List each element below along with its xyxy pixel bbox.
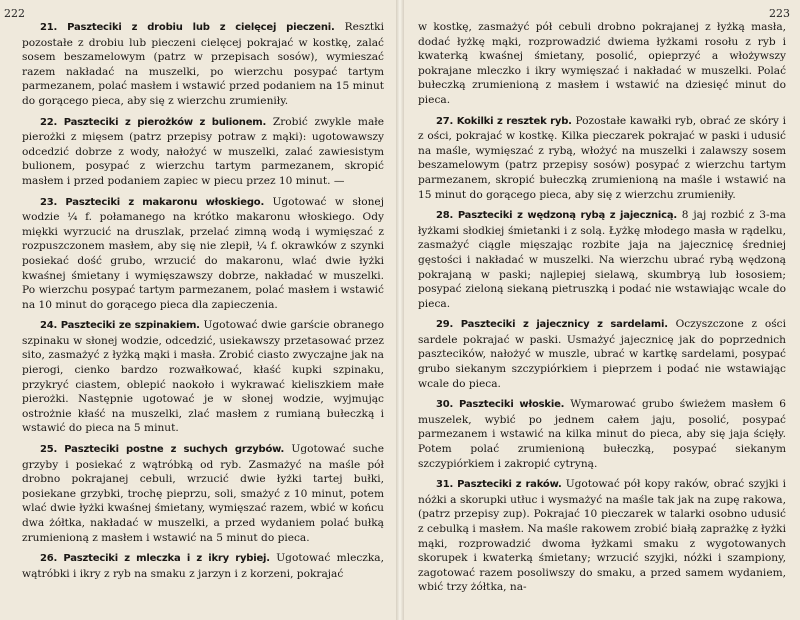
recipe-27: [418, 114, 786, 203]
recipe-29: [418, 317, 786, 391]
recipe-body: Ugotować pół kopy raków, obrać szyjki i nóżki a skorupki utłuc i wysmażyć na maśle tak jak na zupę rakowa, (patrz przepisy zup). Pokrajać 10 pieczarek w talarki osobno udusić z cebulką i masłem. Na maśle rakowem zrobić białą zaprażkę z łyżki mąki, rozprowadzić dwoma łyżkami smaku z wygotowanych skorupek i kwaterką śmietany; wrzucić szyjki, nóżki i szampiony, zagotować razem posoliwszy do smaku, a przed samem wydaniem, wbić trzy żółtka, na-: [418, 478, 786, 594]
recipe-body: Ugotować suche grzyby i posiekać z wątróbką od ryb. Zasmażyć na maśle pół drobno pokrajanej cebuli, wrzucić dwie łyżki tartej bułki, posiekane grzybki, trochę pieprzu, soli, smażyć z 10 minut, potem wlać dwie łyżki kwaśnej śmietany, wymięszać razem, wbić w końcu dwa żółtka, nakładać w muszelki, a przed wydaniem polać bułką zrumienioną z masłem i wstawić na 5 minut do pieca.: [22, 443, 384, 544]
recipe-body: Resztki pozostałe z drobiu lub pieczeni cielęcej pokrajać w kostkę, zalać sosem beszamelowym (patrz w przepisach sosów), wymieszać razem nakładać na muszelki, po wierzchu posypać tartym parmezanem, polać masłem i wstawić przed podaniem na 15 minut do gorącego pieca, aby się z wierzchu zrumieniły.: [22, 21, 384, 107]
recipe-23: [22, 195, 384, 313]
recipe-26-continuation: w kostkę, zasmażyć pół cebuli drobno pokrajanej z łyżką masła, dodać łyżkę mąki, rozprowadzić dwiema łyżkami rosołu z ryb i kwaterką kwaśnej śmietany, posolić, opieprzyć a włożywszy pokrajane mleczko i ikry wymięszać i nakładać w muszelki. Polać bułeczką zrumienioną z masłem i wstawić na dziesięć minut do pieca.: [418, 21, 786, 106]
right-page: [404, 0, 800, 620]
recipe-21: [22, 20, 384, 109]
recipe-body: Ugotować w słonej wodzie ¼ f. połamanego na krótko makaronu włoskiego. Ody miękki wyrzucić na druszlak, przelać zimną wodą i wymięszać z rozpuszczonem masłem, aby się nie zlepił, ¼ f. okrawków z szynki posiekać dość grubo, wrzucić do makaronu, wlać dwie łyżki kwaśnej śmietany i wymięszawszy dobrze, nakładać w muszelki. Po wierzchu posypać tartym parmezanem, polać masłem i wstawić na 10 minut do gorącego pieca dla zapieczenia.: [22, 195, 384, 311]
recipe-body: Oczyszczone z ości sardele pokrajać w paski. Usmażyć jajecznicę jak do poprzednich pasztecików, nałożyć w muszle, ubrać w kartkę sardelami, posypać grubo siekanym szczypiórkiem i pieprzem i podać nie wstawiając wcale do pieca.: [418, 318, 786, 390]
recipe-body: Pozostałe kawałki ryb, obrać ze skóry i z ości, pokrajać w kostkę. Kilka pieczarek pokrajać w paski i udusić na maśle, wymięszać z rybą, włożyć na muszelki i zalawszy sosem beszamelowym (patrz przepisy sosów) posypać z wierzchu tartym parmezanem, skropić bułeczką zrumienioną na maśle i wstawić na 15 minut do gorącego pieca, aby się z wierzchu zrumieniły.: [418, 114, 786, 201]
recipe-body: Ugotować mleczka, wątróbki i ikry z ryb na smaku z jarzyn i z korzeni, pokrajać: [22, 552, 384, 580]
page-number-left: 222: [4, 7, 25, 20]
recipe-31: [418, 477, 786, 595]
recipe-heading: 30. Paszteciki włoskie.: [436, 399, 565, 411]
recipe-heading: 29. Paszteciki z jajecznicy z sardelami.: [436, 319, 668, 331]
recipe-heading: 24. Paszteciki ze szpinakiem.: [40, 320, 200, 332]
book-gutter: [396, 0, 404, 620]
page-number-right: 223: [769, 7, 790, 20]
recipe-heading: 25. Paszteciki postne z suchych grzybów.: [40, 444, 285, 456]
recipe-28: [418, 208, 786, 311]
recipe-body: 8 jaj rozbić z 3-ma łyżkami słodkiej śmietanki i z solą. Łyżkę młodego masła w rądelku, zasmażyć ciągle mięszając rozbite jaja na jajecznicę średniej gęstości i nakładać w muszelki. Na wierzchu ubrać rybą wędzoną pokrajaną w paski; najlepiej sielawą, skumbryą lub łososiem; posypać zieloną siekaną pietruszką i podać nie wstawiając wcale do pieca.: [418, 209, 786, 310]
recipe-heading: 21. Paszteciki z drobiu lub z cielęcej pieczeni.: [40, 22, 335, 33]
recipe-heading: 22. Paszteciki z pierożków z bulionem.: [40, 116, 267, 128]
recipe-body: Wymarować grubo świeżem masłem 6 muszelek, wybić po jednem całem jaju, posolić, posypać parmezanem i wstawić na kilka minut do pieca, aby się jaja ścięły. Potem polać zrumienioną bułeczką, posypać siekanym szczypiórkiem i zakropić cytryną.: [418, 398, 786, 470]
recipe-25: [22, 442, 384, 545]
recipe-heading: 26. Paszteciki z mleczka i z ikry rybiej.: [40, 553, 270, 565]
recipe-heading: 31. Paszteciki z raków.: [436, 479, 562, 491]
recipe-30: [418, 397, 786, 471]
left-page: [0, 0, 396, 620]
recipe-heading: 27. Kokilki z resztek ryb.: [436, 115, 572, 127]
recipe-body: Zrobić zwykle małe pierożki z mięsem (patrz przepisy potraw z mąki): ugotowawszy odcedzić dobrze z wody, nałożyć w muszelki, zalać zawiesistym bulionem, posypać z wierzchu tartym parmezanem, skropić masłem i przed podaniem zapiec w piecu przez 10 minut. —: [22, 115, 384, 187]
recipe-24: [22, 318, 384, 436]
recipe-22: [22, 115, 384, 189]
recipe-heading: 28. Paszteciki z wędzoną rybą z jajecznicą.: [436, 210, 678, 222]
recipe-heading: 23. Paszteciki z makaronu włoskiego.: [40, 196, 265, 208]
recipe-body: Ugotować dwie garście obranego szpinaku w słonej wodzie, odcedzić, usiekawszy przetasować przez sito, zasmażyć z łyżką mąki i masła. Zrobić ciasto zwyczajne jak na pierogi, cienko bardzo rozwałkować, kłaść kupki szpinaku, przykryć ciastem, oblepić naokoło i wykrawać kieliszkiem małe pierożki. Następnie ugotować je w słonej wodzie, wyjmując ostrożnie kłaść na muszelki, zlać masłem z rumianą bułeczką i wstawić do pieca na 5 minut.: [22, 319, 385, 435]
recipe-26: [22, 551, 384, 581]
